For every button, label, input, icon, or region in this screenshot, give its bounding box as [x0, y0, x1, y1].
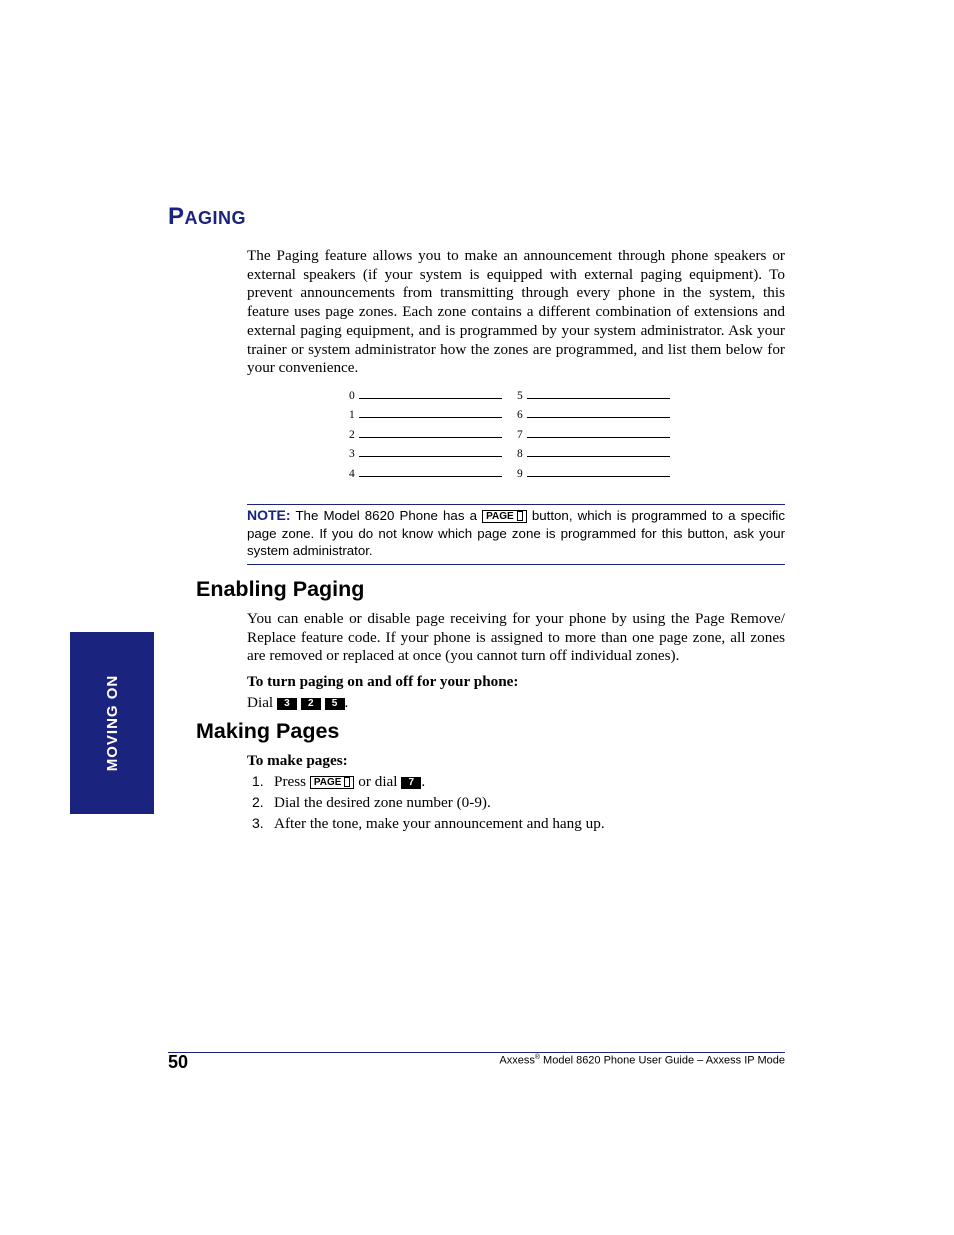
zone-blank-line	[527, 407, 670, 418]
page-key	[482, 510, 527, 523]
enabling-paragraph: You can enable or disable page receiving for your phone by using the Page Remove/ Replace feature code. If your phone is assigned to more than one page zone, all zones are removed or replaced at once (you cannot turn off individual zones).	[247, 610, 785, 665]
step-number: 1.	[252, 773, 264, 789]
zone-row	[349, 407, 502, 421]
key-indicator-icon	[344, 777, 350, 787]
footer-guide-title: Model 8620 Phone User Guide – Axxess IP Mode	[540, 1054, 785, 1067]
zone-row	[349, 466, 502, 480]
section-title-initial: P	[168, 203, 185, 230]
zone-row	[517, 446, 670, 460]
step-text: Press	[274, 773, 307, 790]
making-instruction: To make pages:	[247, 752, 348, 769]
page-key	[310, 776, 355, 789]
note-top-rule	[247, 504, 785, 505]
note-text-start: The Model 8620 Phone has a	[295, 508, 477, 523]
zone-number: 1	[349, 409, 355, 421]
dial-key: 2	[301, 698, 321, 710]
zone-blank-line	[359, 388, 502, 399]
zone-row	[517, 427, 670, 441]
zone-number: 5	[517, 390, 523, 402]
zone-row	[349, 427, 502, 441]
page-key-label: PAGE	[486, 510, 514, 522]
page-number: 50	[168, 1052, 189, 1072]
zone-number: 3	[349, 448, 355, 460]
zone-number: 2	[349, 429, 355, 441]
dial-line	[247, 694, 348, 712]
chapter-tab-label: MOVING ON	[103, 674, 121, 772]
footer-brand: Axxess	[499, 1054, 535, 1067]
zone-blank-line	[527, 388, 670, 399]
note-bottom-rule	[247, 564, 785, 565]
note	[247, 507, 785, 560]
registered-mark: ®	[534, 1054, 540, 1061]
zone-row	[349, 388, 502, 402]
dial-key: 7	[401, 777, 421, 789]
zone-number: 0	[349, 390, 355, 402]
enabling-instruction: To turn paging on and off for your phone:	[247, 673, 519, 690]
zone-blank-line	[359, 446, 502, 457]
section-title	[168, 203, 246, 231]
step-period: .	[421, 773, 426, 790]
zone-blank-line	[527, 427, 670, 438]
step-number: 2.	[252, 794, 264, 810]
step-text: After the tone, make your announcement and hang up.	[274, 815, 605, 832]
key-indicator-icon	[517, 511, 523, 521]
step-number: 3.	[252, 815, 264, 831]
zone-blank-line	[359, 407, 502, 418]
chapter-side-tab	[70, 632, 154, 814]
enabling-paging-heading: Enabling Paging	[196, 577, 365, 601]
dial-label: Dial	[247, 694, 274, 711]
zone-blank-line	[527, 466, 670, 477]
step-text: or dial	[358, 773, 398, 790]
step-3	[252, 815, 605, 833]
note-text-end: button, which is programmed to a specific page zone. If you do not know which page zone is programmed for this button, ask your system administrator.	[247, 508, 785, 558]
zone-number: 6	[517, 409, 523, 421]
page-key-label: PAGE	[313, 777, 342, 789]
footer-rule	[168, 1052, 785, 1053]
zone-number: 4	[349, 468, 355, 480]
step-text: Dial the desired zone number (0-9).	[274, 794, 491, 811]
zone-row	[517, 407, 670, 421]
step-2	[252, 794, 491, 812]
dial-key: 5	[325, 698, 345, 710]
zone-row	[349, 446, 502, 460]
zone-blank-line	[359, 466, 502, 477]
zone-number: 9	[517, 468, 523, 480]
intro-paragraph: The Paging feature allows you to make an announcement through phone speakers or external speakers (if your system is equipped with external paging equipment). To prevent announcements from transmitting through every phone in the system, this feature uses page zones. Each zone contains a different combination of extensions and external paging equipment, and is programmed by your system administrator. Ask your trainer or system administrator how the zones are programmed, and list them below for your convenience.	[247, 247, 785, 377]
zone-number: 7	[517, 429, 523, 441]
step-1	[252, 773, 425, 791]
footer-title	[499, 1054, 785, 1067]
dial-key: 3	[277, 698, 297, 710]
section-title-rest: AGING	[184, 208, 247, 228]
zone-number: 8	[517, 448, 523, 460]
zone-row	[517, 388, 670, 402]
zone-blank-line	[359, 427, 502, 438]
note-label: NOTE:	[247, 507, 291, 523]
making-pages-heading: Making Pages	[196, 719, 340, 743]
zone-row	[517, 466, 670, 480]
zone-blank-line	[527, 446, 670, 457]
dial-period: .	[344, 694, 349, 711]
